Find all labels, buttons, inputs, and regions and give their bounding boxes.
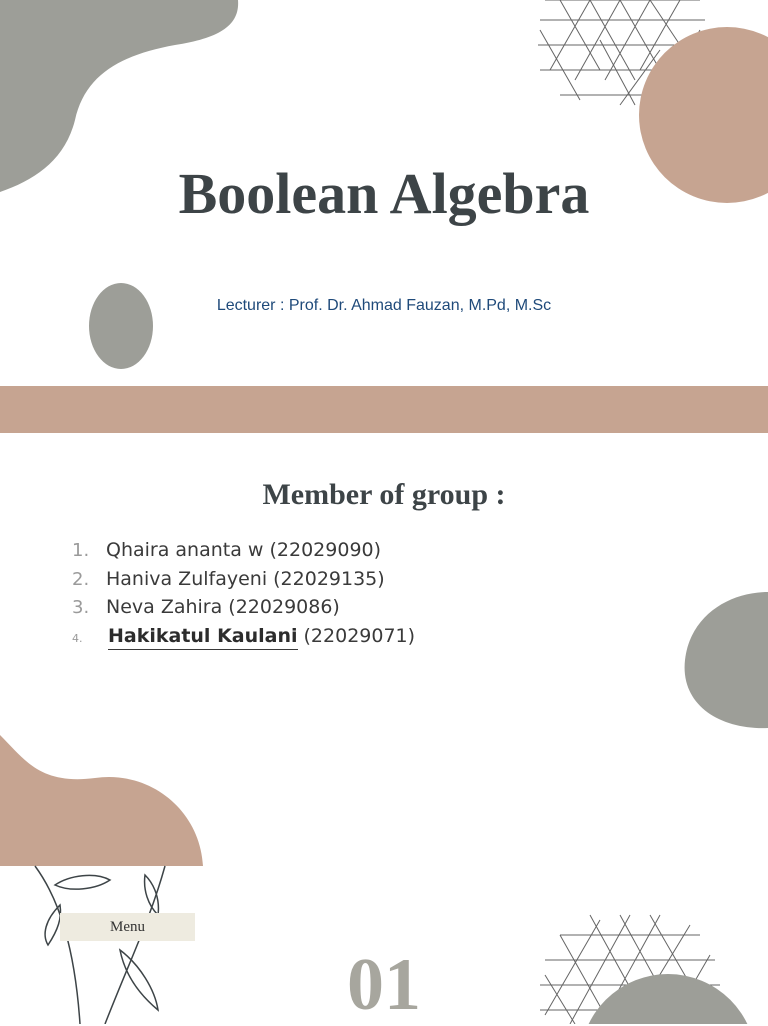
member-code: (22029071) (303, 624, 416, 647)
member-name: Haniva Zulfayeni (22029135) (106, 567, 385, 590)
list-item (72, 596, 415, 625)
menu-button[interactable]: Menu (60, 913, 195, 941)
list-number: 3. (72, 597, 90, 618)
lecturer-line: Lecturer : Prof. Dr. Ahmad Fauzan, M.Pd, M.Sc (216, 297, 552, 314)
list-number: 4. (72, 631, 83, 645)
list-number: 2. (72, 568, 90, 590)
list-number: 1. (72, 540, 90, 561)
page-number: 01 (347, 944, 421, 1026)
tan-divider-band (0, 386, 768, 433)
list-item (72, 625, 415, 654)
members-heading: Member of group : (262, 478, 506, 511)
member-list (72, 539, 415, 653)
member-name-underlined: Hakikatul Kaulani (108, 625, 298, 650)
gray-oval (89, 283, 153, 369)
tan-blob-bottom-left (0, 735, 203, 866)
slide-title: Boolean Algebra (178, 161, 590, 226)
list-item (72, 539, 415, 568)
member-name: Neva Zahira (22029086) (106, 596, 340, 618)
member-name: Qhaira ananta w (22029090) (106, 539, 382, 561)
list-item (72, 568, 415, 597)
gray-blob-right (685, 592, 768, 728)
